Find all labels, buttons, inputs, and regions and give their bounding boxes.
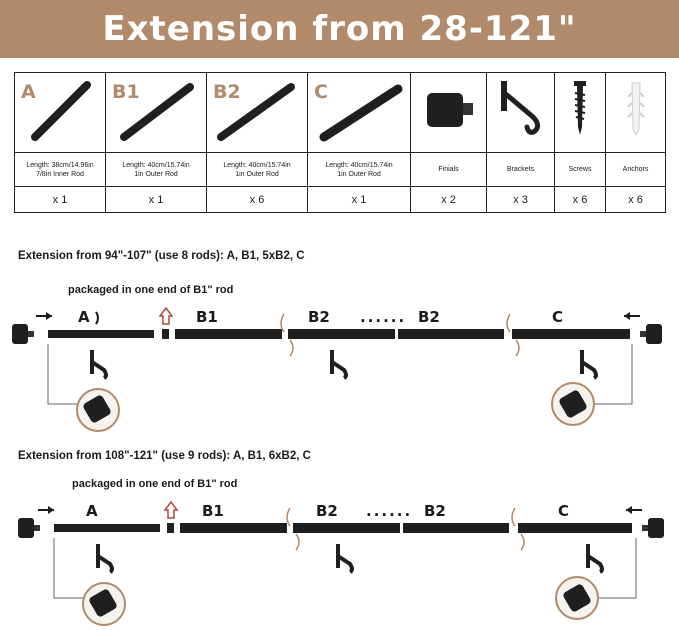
part-letter-a: A	[21, 81, 36, 103]
part-cell-b1	[106, 73, 207, 153]
d1-bracket-left-icon	[92, 350, 106, 378]
d2-rod-b2a	[293, 523, 400, 533]
d1-bracket-right-icon	[582, 350, 596, 378]
part-letter-c: C	[314, 81, 328, 103]
d2-label-b2a: B2	[316, 502, 338, 520]
bracket-icon	[487, 73, 555, 147]
part-cell-anchors	[606, 73, 666, 153]
d2-rod-c	[518, 523, 632, 533]
diagram2-package-note: packaged in one end of B1" rod	[72, 478, 238, 490]
d2-arrow-left-icon	[38, 506, 54, 514]
d2-label-b1: B1	[202, 502, 224, 520]
d2-label-b2b: B2	[424, 502, 446, 520]
part-cell-finials	[411, 73, 487, 153]
d2-rod-a	[54, 524, 160, 532]
diagram2-title: Extension from 108"-121" (use 9 rods): A, B1, 6xB2, C	[18, 450, 311, 462]
part-qty-c: x 1	[308, 187, 411, 213]
d1-rod-b2b	[398, 329, 504, 339]
d1-connector	[162, 329, 169, 339]
diagram1-title: Extension from 94"-107" (use 8 rods): A, B1, 5xB2, C	[18, 250, 305, 262]
d1-finial-right-icon	[646, 324, 662, 344]
part-desc-a: Length: 38cm/14.96in 7/8in Inner Rod	[15, 153, 106, 187]
part-qty-anchors: x 6	[606, 187, 666, 213]
d2-connector	[167, 523, 174, 533]
part-desc-c: Length: 40cm/15.74in 1in Outer Rod	[308, 153, 411, 187]
part-qty-brackets: x 3	[487, 187, 555, 213]
part-letter-b2: B2	[213, 81, 241, 103]
d1-label-b1: B1	[196, 308, 218, 326]
d2-arrow-right-icon	[626, 506, 642, 514]
part-qty-screws: x 6	[555, 187, 606, 213]
d2-finial-left-icon	[18, 518, 34, 538]
finial-icon	[411, 73, 487, 147]
d1-label-dots: ......	[360, 308, 407, 326]
d2-finial-right-icon	[648, 518, 664, 538]
part-qty-b1: x 1	[106, 187, 207, 213]
part-cell-brackets	[487, 73, 555, 153]
anchor-icon	[606, 73, 666, 147]
d1-label-a: A	[78, 308, 90, 326]
d1-arrow-right-icon	[624, 312, 640, 320]
part-qty-a: x 1	[15, 187, 106, 213]
part-cell-a	[15, 73, 106, 153]
d2-bracket-left-icon	[98, 544, 112, 572]
d1-rod-c	[512, 329, 630, 339]
d1-rod-b2a	[288, 329, 395, 339]
part-desc-brackets: Brackets	[487, 153, 555, 187]
part-desc-b1: Length: 40cm/15.74in 1in Outer Rod	[106, 153, 207, 187]
part-desc-anchors: Anchors	[606, 153, 666, 187]
part-qty-b2: x 6	[207, 187, 308, 213]
d1-finial-left-icon	[12, 324, 28, 344]
part-desc-screws: Screws	[555, 153, 606, 187]
d1-curve-arrow-a-icon	[96, 312, 98, 324]
d2-bracket-right-icon	[588, 544, 602, 572]
d1-label-b2b: B2	[418, 308, 440, 326]
d1-rod-b1	[175, 329, 282, 339]
diagram1-package-note: packaged in one end of B1" rod	[68, 284, 234, 296]
d2-rod-b1	[180, 523, 287, 533]
d2-label-c: C	[558, 502, 570, 520]
d1-bracket-mid-icon	[332, 350, 346, 378]
d1-rod-a	[48, 330, 154, 338]
diagram2-assembly	[0, 494, 679, 630]
d1-arrow-left-icon	[36, 312, 52, 320]
d1-label-c: C	[552, 308, 564, 326]
d1-package-arrow-icon	[160, 308, 172, 324]
d1-label-b2a: B2	[308, 308, 330, 326]
screw-icon	[555, 73, 606, 147]
part-cell-b2	[207, 73, 308, 153]
part-letter-b1: B1	[112, 81, 140, 103]
part-cell-c	[308, 73, 411, 153]
d2-package-arrow-icon	[165, 502, 177, 518]
part-desc-b2: Length: 40cm/15.74in 1in Outer Rod	[207, 153, 308, 187]
part-desc-finials: Finials	[411, 153, 487, 187]
d2-label-a: A	[86, 502, 98, 520]
title-banner	[0, 0, 679, 58]
diagram1-assembly	[0, 300, 679, 440]
d2-bracket-mid-icon	[338, 544, 352, 572]
part-cell-screws	[555, 73, 606, 153]
d2-rod-b2b	[403, 523, 509, 533]
parts-table	[14, 72, 666, 213]
part-qty-finials: x 2	[411, 187, 487, 213]
banner-title: Extension from 28-121"	[102, 9, 577, 49]
d2-label-dots: ......	[366, 502, 413, 520]
